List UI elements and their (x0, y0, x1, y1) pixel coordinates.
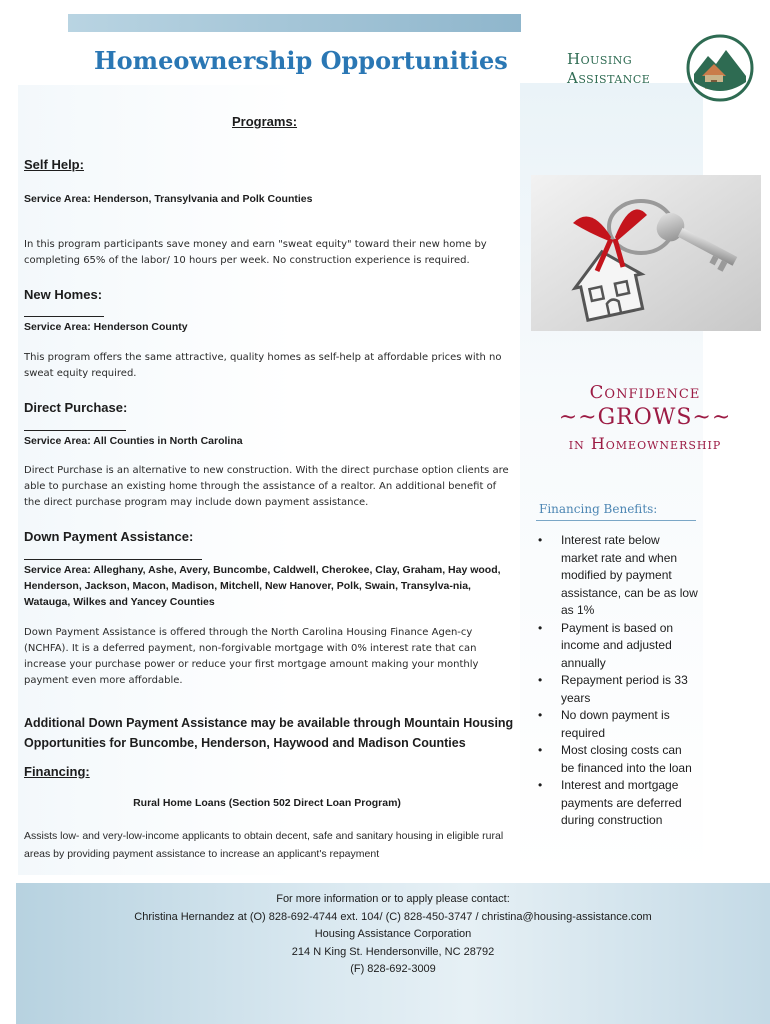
benefit-item: • Repayment period is 33 years (536, 672, 698, 707)
new-homes-rule (24, 316, 104, 317)
tagline-line-2: ~~GROWS~~ (558, 405, 732, 430)
financing-benefits-title: Financing Benefits: (539, 502, 658, 516)
organization-address: 214 N King St. Hendersonville, NC 28792 (291, 945, 495, 958)
logo-line-2: Assistance (567, 69, 651, 87)
tagline-line-1: Confidence (589, 382, 701, 403)
new-homes-service-area: Service Area: Henderson County (24, 321, 188, 333)
fax-number: (F) 828-692-3009 (350, 963, 436, 975)
programs-heading: Programs: (232, 114, 298, 129)
contact-footer (16, 883, 770, 1024)
financing-benefits-list (536, 532, 698, 830)
rural-loan-program-title: Rural Home Loans (Section 502 Direct Loan Program) (133, 797, 401, 809)
benefit-item: • Interest and mortgage payments are deferred during construction (536, 777, 698, 830)
financing-heading: Financing: (24, 764, 90, 779)
down-payment-heading: Down Payment Assistance: (24, 529, 194, 544)
benefit-item: • Most closing costs can be financed into the loan (536, 742, 698, 777)
financing-description: Assists low- and very-low-income applicants to obtain decent, safe and sanitary housing in eligible rural areas by providing payment assistance to increase an applicant's repayment (24, 830, 504, 860)
benefit-item: • Payment is based on income and adjusted annually (536, 620, 698, 673)
down-payment-description: Down Payment Assistance is offered through the North Carolina Housing Finance Agen-cy (NCHFA). It is a deferred payment, non-forgivable mortgage with 0% interest rate that can increase your purchase power or reduce your first mortgage amount making your monthly payment even more affordable. (24, 627, 479, 686)
down-payment-rule (24, 559, 202, 560)
logo-wordmark (567, 50, 677, 88)
direct-purchase-description: Direct Purchase is an alternative to new construction. With the direct purchase option clients are able to purchase an existing home through the assistance of a realtor. An additional benefit of the direct purchase program may include down payment assistance. (24, 465, 509, 508)
contact-person: Christina Hernandez at (O) 828-692-4744 ext. 104/ (C) 828-450-3747 / christina@housing-assistance.com (134, 910, 652, 923)
self-help-heading: Self Help: (24, 157, 84, 172)
page-title: Homeownership Opportunities (94, 46, 508, 75)
house-key-photo (531, 175, 761, 331)
contact-intro: For more information or to apply please contact: (276, 893, 510, 905)
direct-purchase-service-area: Service Area: All Counties in North Carolina (24, 435, 243, 447)
logo-line-1: Housing (567, 50, 633, 68)
new-homes-description: This program offers the same attractive, quality homes as self-help at affordable prices with no sweat equity required. (24, 352, 502, 379)
benefit-item: • Interest rate below market rate and when modified by payment assistance, can be as low as 1% (536, 532, 698, 620)
top-accent-bar (68, 14, 521, 32)
direct-purchase-heading: Direct Purchase: (24, 400, 128, 415)
self-help-service-area: Service Area: Henderson, Transylvania and Polk Counties (24, 193, 313, 205)
benefit-item: • No down payment is required (536, 707, 698, 742)
direct-purchase-rule (24, 430, 126, 431)
self-help-description: In this program participants save money and earn "sweat equity" toward their new home by completing 65% of the labor/ 10 hours per week. No construction experience is required. (24, 239, 487, 266)
down-payment-service-area: Service Area: Alleghany, Ashe, Avery, Buncombe, Caldwell, Cherokee, Clay, Graham, Hay wood, Henderson, Jackson, Macon, Madison, Mitchell, New Hanover, Polk, Swain, Transylva-nia, Watauga, Wilkes and Yancey Counties (24, 564, 501, 608)
additional-assistance-note: Additional Down Payment Assistance may be available through Mountain Housing Opportunities for Buncombe, Henderson, Haywood and Madison Counties (24, 716, 514, 750)
contact-info (16, 891, 770, 979)
new-homes-heading: New Homes: (24, 287, 103, 302)
financing-benefits-rule (536, 520, 696, 521)
tagline-line-3: in Homeownership (568, 434, 722, 453)
confidence-tagline (527, 382, 763, 453)
house-mountain-logo-icon (686, 34, 754, 102)
organization-name: Housing Assistance Corporation (314, 928, 472, 940)
